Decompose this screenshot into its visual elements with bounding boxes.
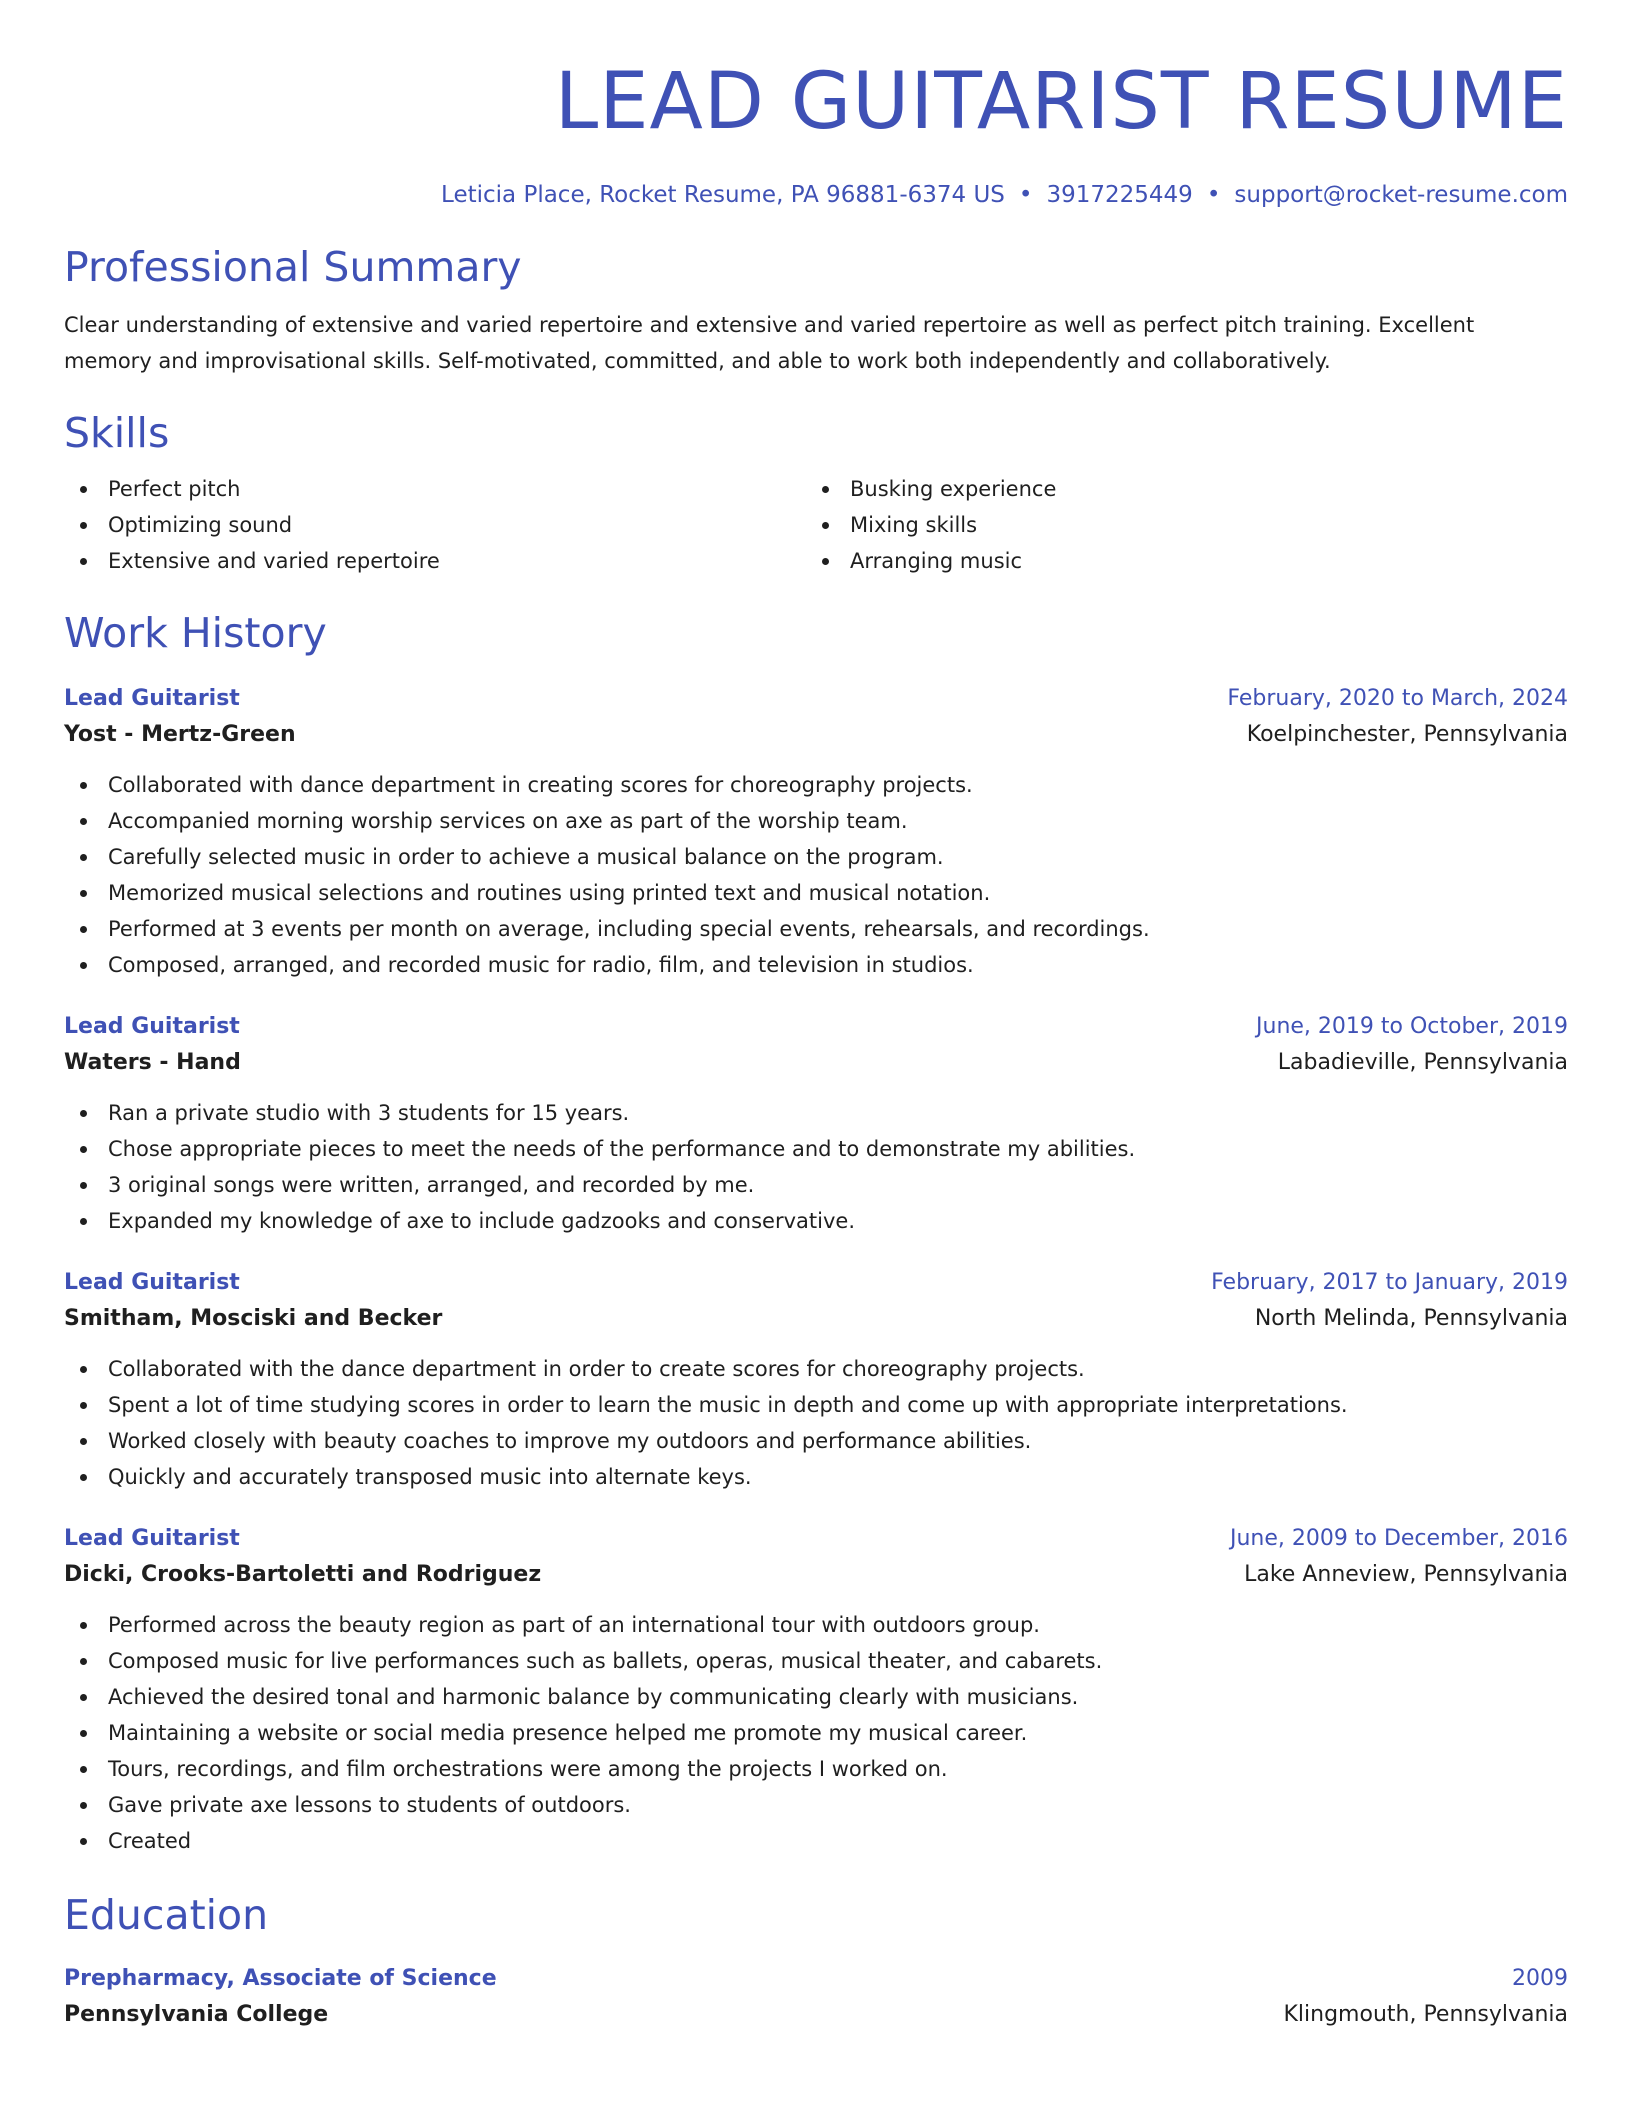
job-bullet: Composed music for live performances such as ballets, operas, musical theater, and cabarets. (64, 1643, 1568, 1679)
skills-column-left (64, 471, 806, 579)
job-bullet: Achieved the desired tonal and harmonic balance by communicating clearly with musicians. (64, 1679, 1568, 1715)
skills-grid (64, 471, 1568, 579)
education-heading: Education (64, 1891, 269, 1939)
job-bullet: Expanded my knowledge of axe to include gadzooks and conservative. (64, 1203, 1568, 1239)
job-bullet: Chose appropriate pieces to meet the needs of the performance and to demonstrate my abilities. (64, 1131, 1568, 1167)
skill-item: Extensive and varied repertoire (64, 543, 806, 579)
education-degree: Prepharmacy, Associate of Science (64, 1966, 497, 1991)
job-bullet: Tours, recordings, and film orchestrations were among the projects I worked on. (64, 1751, 1568, 1787)
job-bullet: Created (64, 1823, 1568, 1859)
job-location: North Melinda, Pennsylvania (1254, 1306, 1568, 1331)
job-dates: February, 2017 to January, 2019 (1211, 1270, 1568, 1295)
job-bullet: Ran a private studio with 3 students for 15 years. (64, 1095, 1568, 1131)
resume-page (64, 0, 1568, 2033)
job-bullet: Collaborated with dance department in creating scores for choreography projects. (64, 767, 1568, 803)
job-entry (64, 1009, 1568, 1239)
job-bullet: Collaborated with the dance department in order to create scores for choreography projects. (64, 1351, 1568, 1387)
skill-item: Perfect pitch (64, 471, 806, 507)
job-company: Waters - Hand (64, 1050, 241, 1075)
job-company: Smitham, Mosciski and Becker (64, 1306, 443, 1331)
job-bullet: Carefully selected music in order to achieve a musical balance on the program. (64, 839, 1568, 875)
job-bullets (64, 1351, 1568, 1495)
contact-address: Leticia Place, Rocket Resume, PA 96881-6374 US (441, 182, 1005, 208)
contact-separator: • (1206, 182, 1221, 208)
job-company: Dicki, Crooks-Bartoletti and Rodriguez (64, 1562, 542, 1587)
job-dates: June, 2019 to October, 2019 (1256, 1014, 1568, 1039)
job-bullet: Memorized musical selections and routines using printed text and musical notation. (64, 875, 1568, 911)
job-location: Lake Anneview, Pennsylvania (1244, 1562, 1568, 1587)
job-bullet: Spent a lot of time studying scores in order to learn the music in depth and come up with appropriate interpretations. (64, 1387, 1568, 1423)
job-title: Lead Guitarist (64, 1014, 240, 1039)
skill-item: Arranging music (806, 543, 1548, 579)
contact-email[interactable]: support@rocket-resume.com (1234, 182, 1568, 208)
job-bullet: Worked closely with beauty coaches to improve my outdoors and performance abilities. (64, 1423, 1568, 1459)
job-bullets (64, 1607, 1568, 1859)
work-history-list (64, 681, 1568, 1859)
skills-column-right (806, 471, 1548, 579)
education-location: Klingmouth, Pennsylvania (1283, 2002, 1568, 2027)
job-location: Labadieville, Pennsylvania (1277, 1050, 1568, 1075)
job-bullet: Accompanied morning worship services on axe as part of the worship team. (64, 803, 1568, 839)
job-title: Lead Guitarist (64, 1526, 240, 1551)
contact-line (64, 179, 1568, 211)
skill-item: Optimizing sound (64, 507, 806, 543)
document-title: LEAD GUITARIST RESUME (554, 57, 1568, 147)
job-bullet: Performed across the beauty region as part of an international tour with outdoors group. (64, 1607, 1568, 1643)
education-entry (64, 1961, 1568, 2033)
job-bullet: Composed, arranged, and recorded music for radio, film, and television in studios. (64, 947, 1568, 983)
summary-text: Clear understanding of extensive and varied repertoire and extensive and varied repertoire as well as perfect pitch training. Excellent memory and improvisational skills. Self-motivated, committed, and able to work both independently and collaboratively. (64, 313, 1475, 373)
skill-item: Mixing skills (806, 507, 1548, 543)
contact-phone[interactable]: 3917225449 (1046, 182, 1193, 208)
job-bullets (64, 767, 1568, 983)
job-bullet: Maintaining a website or social media presence helped me promote my musical career. (64, 1715, 1568, 1751)
job-entry (64, 681, 1568, 983)
job-dates: June, 2009 to December, 2016 (1229, 1526, 1568, 1551)
job-entry (64, 1521, 1568, 1859)
education-year: 2009 (1512, 1966, 1568, 1991)
job-title: Lead Guitarist (64, 1270, 240, 1295)
job-bullet: 3 original songs were written, arranged, and recorded by me. (64, 1167, 1568, 1203)
job-bullet: Performed at 3 events per month on average, including special events, rehearsals, and recordings. (64, 911, 1568, 947)
education-school: Pennsylvania College (64, 2002, 329, 2027)
job-bullet: Quickly and accurately transposed music into alternate keys. (64, 1459, 1568, 1495)
job-bullet: Gave private axe lessons to students of outdoors. (64, 1787, 1568, 1823)
job-dates: February, 2020 to March, 2024 (1227, 686, 1568, 711)
job-bullets (64, 1095, 1568, 1239)
job-location: Koelpinchester, Pennsylvania (1246, 722, 1568, 747)
skills-heading: Skills (64, 409, 170, 457)
job-company: Yost - Mertz-Green (64, 722, 296, 747)
job-title: Lead Guitarist (64, 686, 240, 711)
skill-item: Busking experience (806, 471, 1548, 507)
job-entry (64, 1265, 1568, 1495)
work-history-heading: Work History (64, 609, 327, 657)
summary-heading: Professional Summary (64, 243, 522, 291)
contact-separator: • (1018, 182, 1033, 208)
